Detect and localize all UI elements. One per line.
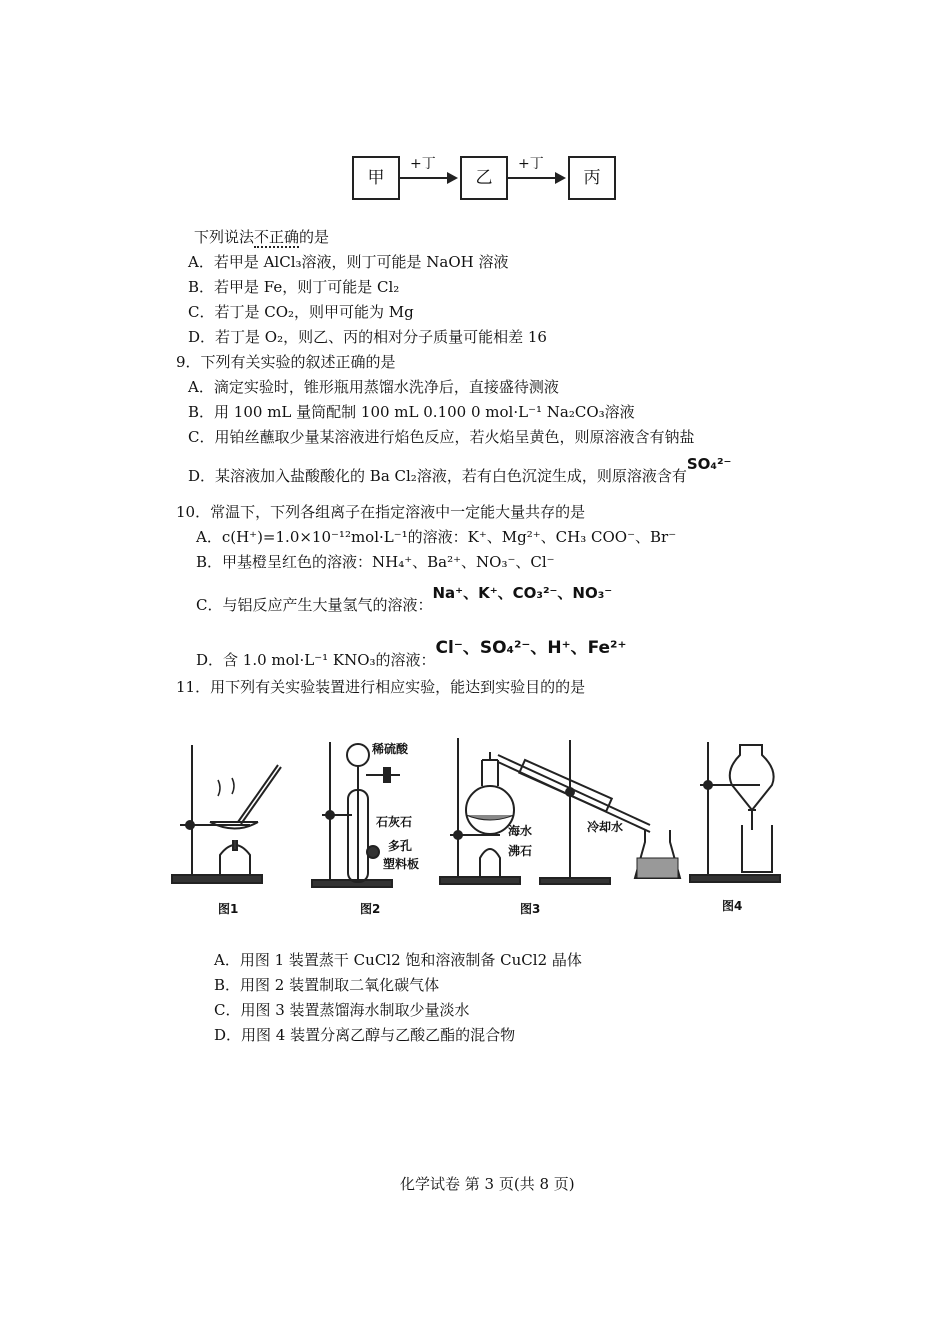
fig3-apparatus xyxy=(440,738,680,884)
flow-arrowhead-1 xyxy=(447,172,458,184)
flow-arrow-label-2: +丁 xyxy=(518,156,544,172)
fig4-label: 图4 xyxy=(722,899,743,913)
q9-stem: 9．下列有关实验的叙述正确的是 xyxy=(176,353,396,371)
fig1-apparatus xyxy=(172,745,281,883)
label-dilute-acid: 稀硫酸 xyxy=(372,742,409,756)
q10-option-d-text: D．含 1.0 mol·L⁻¹ KNO₃的溶液： xyxy=(196,651,436,669)
q10-option-d-ions: Cl⁻、SO₄²⁻、H⁺、Fe²⁺ xyxy=(435,638,627,658)
q9-option-b: B．用 100 mL 量筒配制 100 mL 0.100 0 mol·L⁻¹ Na₂CO₃溶液 xyxy=(188,403,635,421)
q10-option-c xyxy=(196,584,613,615)
label-porous-1: 多孔 xyxy=(388,839,413,853)
label-seawater: 海水 xyxy=(508,824,533,838)
q10-option-d xyxy=(196,638,627,670)
label-cooling-water: 冷却水 xyxy=(587,820,624,834)
q11-option-b: B．用图 2 装置制取二氧化碳气体 xyxy=(214,976,440,994)
q8-stem xyxy=(194,226,329,247)
flow-arrow-label-1: +丁 xyxy=(410,156,436,172)
q8-option-b: B．若甲是 Fe，则丁可能是 Cl₂ xyxy=(188,278,400,296)
label-boiling-stone: 沸石 xyxy=(508,844,533,858)
q11-stem: 11．用下列有关实验装置进行相应实验，能达到实验目的的是 xyxy=(176,678,586,696)
q9-option-d xyxy=(188,455,732,486)
q8-stem-pre: 下列说法 xyxy=(194,228,255,246)
flow-box-yi: 乙 xyxy=(460,156,508,200)
flow-box-bing: 丙 xyxy=(568,156,616,200)
page-footer: 化学试卷 第 3 页(共 8 页) xyxy=(400,1175,575,1193)
q8-option-c: C．若丁是 CO₂，则甲可能为 Mg xyxy=(188,303,414,321)
flow-arrowhead-2 xyxy=(555,172,566,184)
q11-option-a: A．用图 1 装置蒸干 CuCl2 饱和溶液制备 CuCl2 晶体 xyxy=(214,951,582,969)
q11-option-c: C．用图 3 装置蒸馏海水制取少量淡水 xyxy=(214,1001,470,1019)
q9-option-d-ion: SO₄²⁻ xyxy=(686,455,732,473)
q8-option-d: D．若丁是 O₂，则乙、丙的相对分子质量可能相差 16 xyxy=(188,328,547,346)
q9-option-d-text: D．某溶液加入盐酸酸化的 Ba Cl₂溶液，若有白色沉淀生成，则原溶液含有 xyxy=(188,467,687,485)
apparatus-figure xyxy=(0,730,950,970)
fig3-label: 图3 xyxy=(520,902,541,916)
q11-option-d: D．用图 4 装置分离乙醇与乙酸乙酯的混合物 xyxy=(214,1026,516,1044)
label-limestone: 石灰石 xyxy=(376,815,413,829)
q9-option-c: C．用铂丝蘸取少量某溶液进行焰色反应，若火焰呈黄色，则原溶液含有钠盐 xyxy=(188,428,695,446)
flow-box-jia: 甲 xyxy=(352,156,400,200)
q10-option-a: A．c(H⁺)=1.0×10⁻¹²mol·L⁻¹的溶液：K⁺、Mg²⁺、CH₃ COO⁻、Br⁻ xyxy=(196,528,677,546)
flow-arrow-line-2 xyxy=(508,177,556,179)
fig2-label: 图2 xyxy=(360,902,381,916)
label-porous-2: 塑料板 xyxy=(383,857,420,871)
fig1-label: 图1 xyxy=(218,902,239,916)
q8-stem-emphasis: 不正确 xyxy=(254,228,300,246)
q9-option-a: A．滴定实验时，锥形瓶用蒸馏水洗净后，直接盛待测液 xyxy=(188,378,559,396)
q10-option-b: B．甲基橙呈红色的溶液：NH₄⁺、Ba²⁺、NO₃⁻、Cl⁻ xyxy=(196,553,555,571)
q10-option-c-text: C．与铝反应产生大量氢气的溶液： xyxy=(196,596,433,614)
q8-stem-post: 的是 xyxy=(299,228,330,246)
flow-arrow-line-1 xyxy=(400,177,448,179)
q10-stem: 10．常温下，下列各组离子在指定溶液中一定能大量共存的是 xyxy=(176,503,586,521)
fig4-apparatus xyxy=(690,742,780,882)
q10-option-c-ions: Na⁺、K⁺、CO₃²⁻、NO₃⁻ xyxy=(432,584,613,602)
q8-option-a: A．若甲是 AlCl₃溶液，则丁可能是 NaOH 溶液 xyxy=(188,253,509,271)
